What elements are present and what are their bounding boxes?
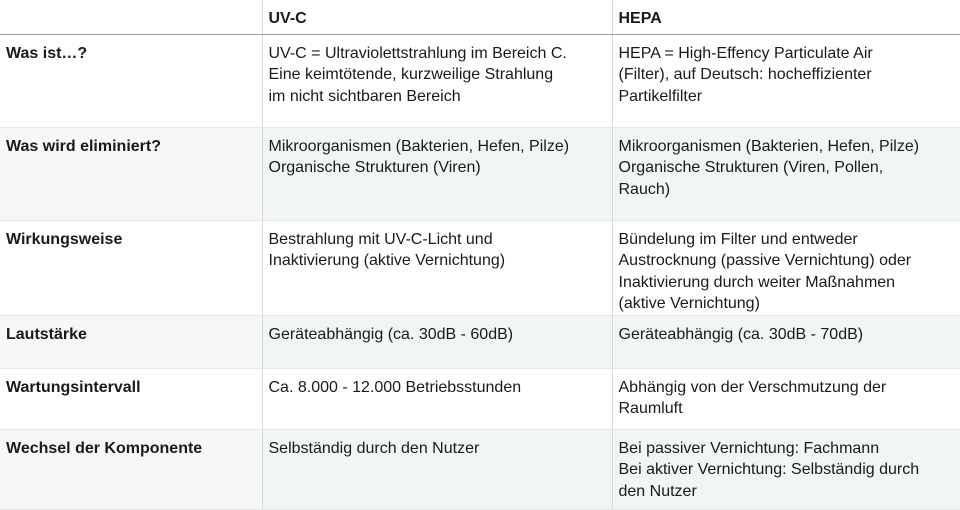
table-row	[0, 127, 960, 220]
cell-line: HEPA = High-Effency Particulate Air	[618, 44, 873, 62]
hepa-cell	[612, 368, 960, 429]
hepa-cell	[612, 315, 960, 368]
cell-line: Organische Strukturen (Viren)	[268, 159, 481, 176]
cell-line: Raumluft	[618, 400, 683, 417]
cell-line: Mikroorganismen (Bakterien, Hefen, Pilze)	[268, 137, 570, 155]
cell-line: Bei aktiver Vernichtung: Selbständig durch	[618, 461, 920, 478]
cell-line: Ca. 8.000 - 12.000 Betriebsstunden	[268, 378, 522, 396]
table-row	[0, 368, 960, 429]
cell-line: UV-C = Ultraviolettstrahlung im Bereich C.	[268, 44, 567, 62]
cell-line: Geräteabhängig (ca. 30dB - 70dB)	[618, 325, 864, 343]
row-label: Wartungsintervall	[0, 368, 262, 429]
cell-line: im nicht sichtbaren Bereich	[268, 87, 461, 105]
uvc-cell	[262, 127, 612, 220]
uvc-cell	[262, 368, 612, 429]
row-label: Wirkungsweise	[0, 220, 262, 315]
cell-line: Bei passiver Vernichtung: Fachmann	[618, 439, 880, 457]
row-label: Was wird eliminiert?	[0, 127, 262, 220]
header-row	[0, 0, 960, 34]
cell-line: Inaktivierung durch weiter Maßnahmen	[618, 273, 896, 291]
uvc-cell	[262, 315, 612, 368]
header-empty	[0, 0, 262, 34]
uvc-cell	[262, 429, 612, 509]
table-row	[0, 429, 960, 509]
cell-line: Selbständig durch den Nutzer	[268, 439, 480, 457]
uvc-cell	[262, 220, 612, 315]
row-label: Was ist…?	[0, 34, 262, 127]
cell-line: Bündelung im Filter und entweder	[618, 230, 858, 248]
cell-line: Abhängig von der Verschmutzung der	[618, 378, 887, 396]
table-row	[0, 34, 960, 127]
cell-line: Rauch)	[618, 180, 671, 198]
row-label: Wechsel der Komponente	[0, 429, 262, 509]
cell-line: Organische Strukturen (Viren, Pollen,	[618, 159, 884, 176]
cell-line: Austrocknung (passive Vernichtung) oder	[618, 252, 912, 269]
hepa-cell	[612, 429, 960, 509]
cell-line: Inaktivierung (aktive Vernichtung)	[268, 252, 506, 269]
cell-line: Eine keimtötende, kurzweilige Strahlung	[268, 66, 554, 83]
uvc-cell	[262, 34, 612, 127]
row-label: Lautstärke	[0, 315, 262, 368]
table-row	[0, 220, 960, 315]
cell-line: (aktive Vernichtung)	[618, 295, 760, 312]
cell-line: Bestrahlung mit UV-C-Licht und	[268, 230, 493, 248]
cell-line: Geräteabhängig (ca. 30dB - 60dB)	[268, 325, 514, 343]
cell-line: Mikroorganismen (Bakterien, Hefen, Pilze)	[618, 137, 920, 155]
header-hepa: HEPA	[612, 0, 960, 34]
cell-line: den Nutzer	[618, 482, 697, 500]
hepa-cell	[612, 34, 960, 127]
cell-line: Partikelfilter	[618, 87, 703, 105]
table-row	[0, 315, 960, 368]
cell-line: (Filter), auf Deutsch: hocheffizienter	[618, 66, 872, 83]
hepa-cell	[612, 220, 960, 315]
header-uvc: UV-C	[262, 0, 612, 34]
hepa-cell	[612, 127, 960, 220]
